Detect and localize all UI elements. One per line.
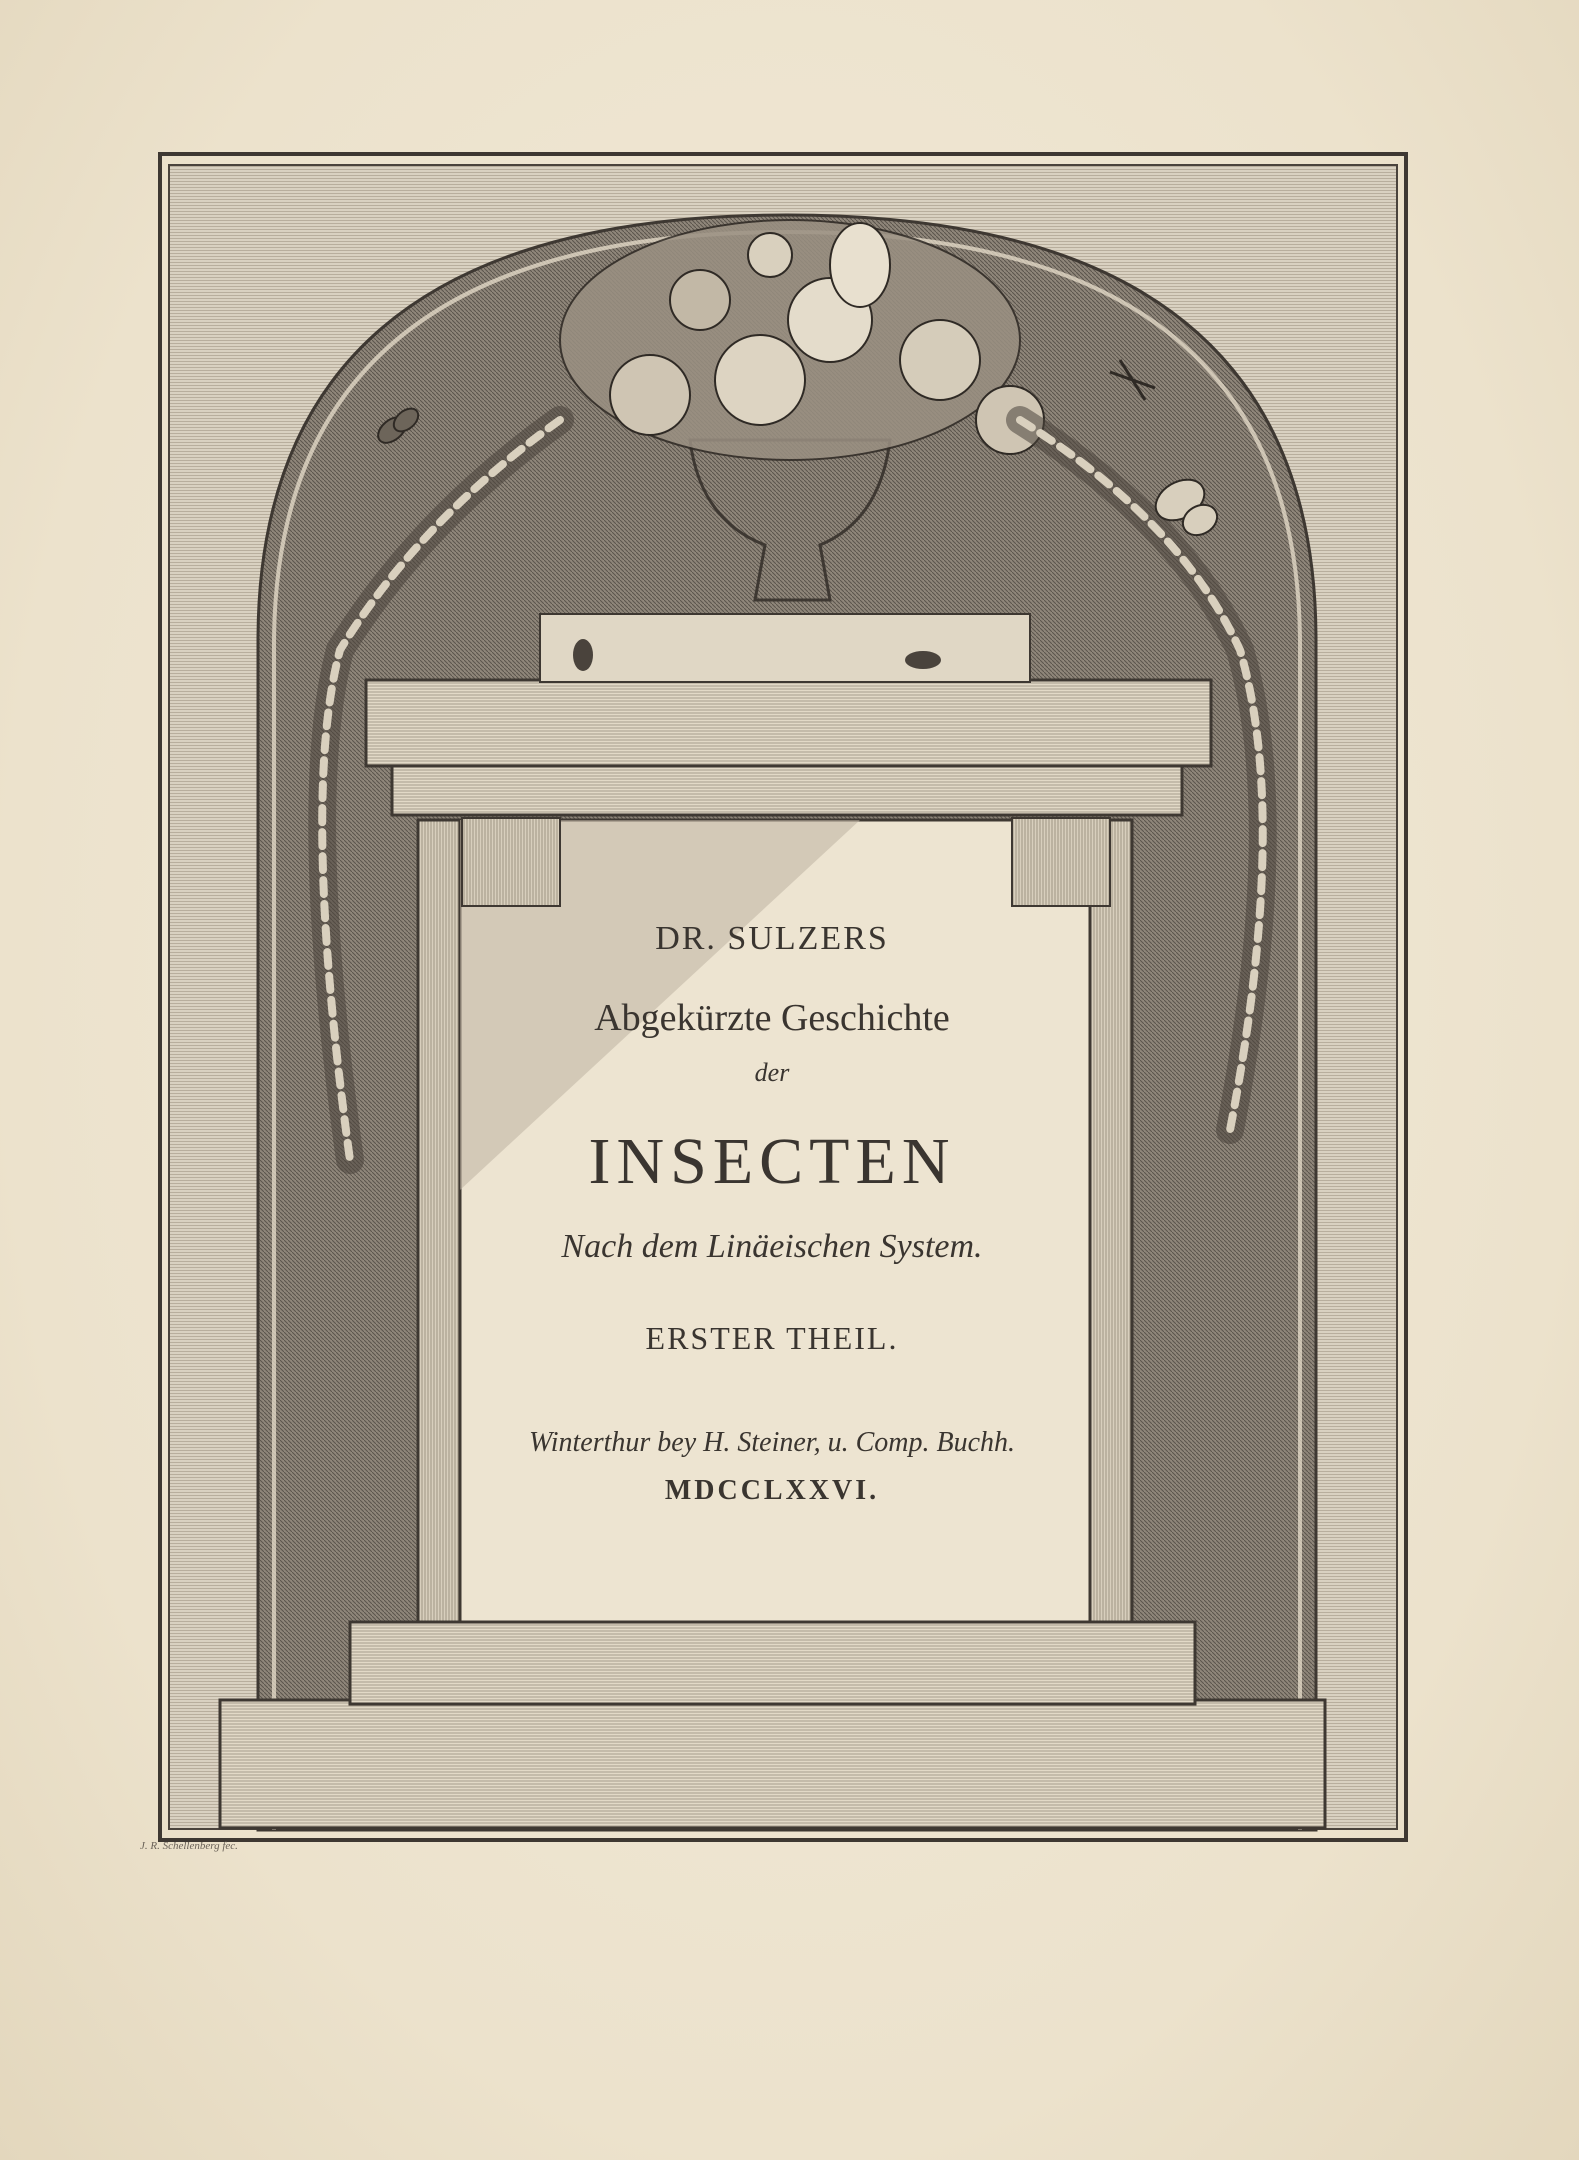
connector-line: der bbox=[754, 1058, 790, 1087]
system-line: Nach dem Linäeischen System. bbox=[561, 1228, 983, 1265]
part-line: ERSTER THEIL. bbox=[645, 1320, 899, 1356]
pedestal-column-right bbox=[1090, 820, 1132, 1622]
engraver-signature: J. R. Schellenberg fec. bbox=[140, 1840, 238, 1852]
main-title: INSECTEN bbox=[588, 1125, 956, 1198]
cornice-upper bbox=[366, 680, 1211, 766]
title-block bbox=[462, 900, 1082, 1507]
publisher-line: Winterthur bey H. Steiner, u. Comp. Buchh. bbox=[528, 1427, 1016, 1458]
pedestal-column-left bbox=[418, 820, 460, 1622]
author-line: DR. SULZERS bbox=[655, 920, 889, 957]
cornice-lower bbox=[392, 765, 1182, 815]
vase-block bbox=[540, 614, 1030, 682]
corbel-right bbox=[1012, 818, 1110, 906]
base-step-upper bbox=[350, 1622, 1195, 1704]
base-step-lower bbox=[220, 1700, 1325, 1828]
year-line: MDCCLXXVI. bbox=[664, 1475, 880, 1506]
subtitle-line: Abgekürzte Geschichte bbox=[594, 997, 950, 1039]
corbel-left bbox=[462, 818, 560, 906]
